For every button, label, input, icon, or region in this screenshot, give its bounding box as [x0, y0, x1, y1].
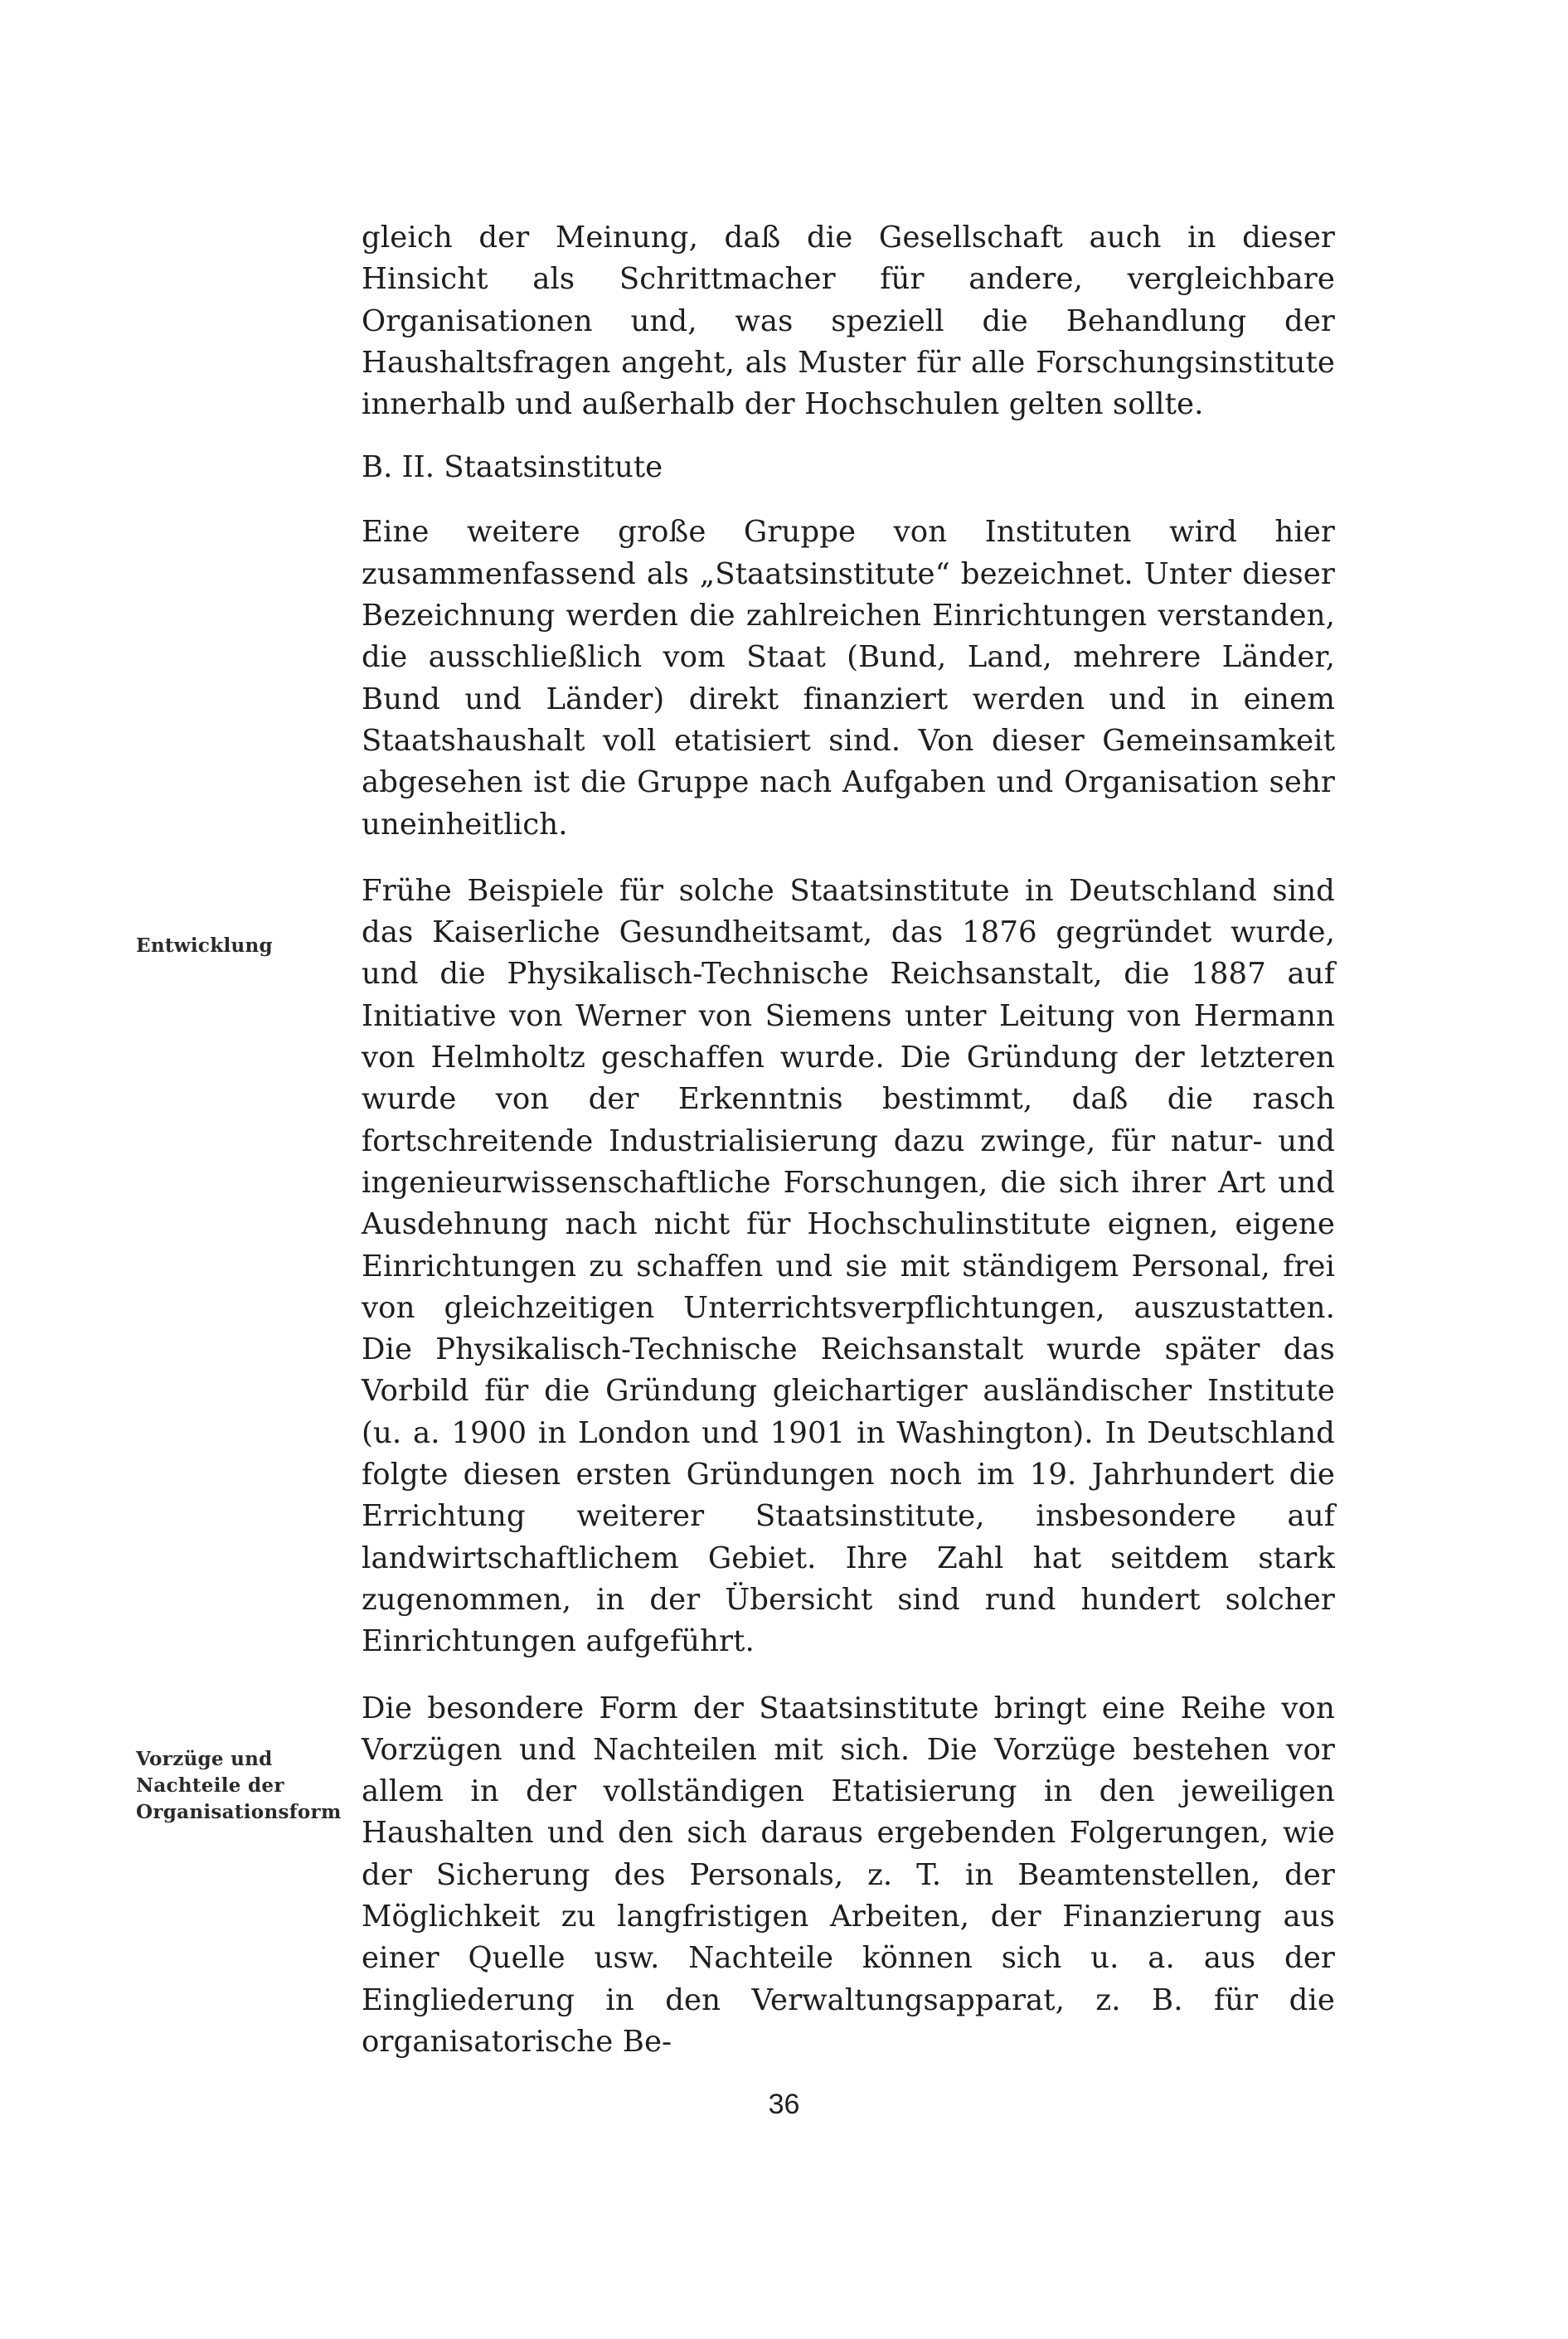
section-heading: B. II. Staatsinstitute — [362, 450, 663, 485]
page-number: 36 — [768, 2089, 800, 2120]
margin-note-advantages: Vorzüge und Nachteile der Organisationsform — [136, 1748, 342, 1823]
paragraph-definition: Eine weitere große Gruppe von Instituten wird hier zusammenfassend als „Staatsinstitute“ bezeichnet. Unter dieser Bezeichnung werden die zahlreichen Einrichtungen verstanden, die ausschließlich vom Staat (Bund, Land, mehrere Länder, Bund und Länder) direkt finanziert werden und in einem Staatshaushalt voll etatisiert sind. Von dieser Gemeinsamkeit abgesehen ist die Gruppe nach Aufgaben und Organisation sehr uneinheitlich. — [362, 515, 1335, 842]
paragraph-intro: gleich der Meinung, daß die Gesellschaft auch in dieser Hinsicht als Schrittmacher für andere, vergleichbare Organisationen und, was speziell die Behandlung der Haushaltsfragen angeht, als Muster für alle Forschungsinstitute innerhalb und außerhalb der Hochschulen gelten sollte. — [362, 221, 1335, 422]
paragraph-advantages: Die besondere Form der Staatsinstitute bringt eine Reihe von Vorzügen und Nachteilen mit sich. Die Vorzüge bestehen vor allem in der vollständigen Etatisierung in den jeweiligen Haushalten und den sich daraus ergebenden Folgerungen, wie der Sicherung des Personals, z. T. in Beamtenstellen, der Möglichkeit zu langfristigen Arbeiten, der Finanzierung aus einer Quelle usw. Nachteile können sich u. a. aus der Eingliederung in den Verwaltungsapparat, z. B. für die organisatorische Be- — [362, 1691, 1335, 2059]
paragraph-history: Frühe Beispiele für solche Staatsinstitute in Deutschland sind das Kaiserliche Gesundheitsamt, das 1876 gegründet wurde, und die Physikalisch-Technische Reichsanstalt, die 1887 auf Initiative von Werner von Siemens unter Leitung von Hermann von Helmholtz geschaffen wurde. Die Gründung der letzteren wurde von der Erkenntnis bestimmt, daß die rasch fortschreitende Industrialisierung dazu zwinge, für natur- und ingenieurwissenschaftliche Forschungen, die sich ihrer Art und Ausdehnung nach nicht für Hochschulinstitute eignen, eigene Einrichtungen zu schaffen und sie mit ständigem Personal, frei von gleichzeitigen Unterrichtsverpflichtungen, auszustatten. Die Physikalisch-Technische Reichsanstalt wurde später das Vorbild für die Gründung gleichartiger ausländischer Institute (u. a. 1900 in London und 1901 in Washington). In Deutschland folgte diesen ersten Gründungen noch im 19. Jahrhundert die Errichtung weiterer Staatsinstitute, insbesondere auf landwirtschaftlichem Gebiet. Ihre Zahl hat seitdem stark zugenommen, in der Übersicht sind rund hundert solcher Einrichtungen aufgeführt. — [362, 873, 1335, 1659]
margin-note-development: Entwicklung — [136, 934, 273, 957]
main-text-column — [362, 217, 1335, 2063]
